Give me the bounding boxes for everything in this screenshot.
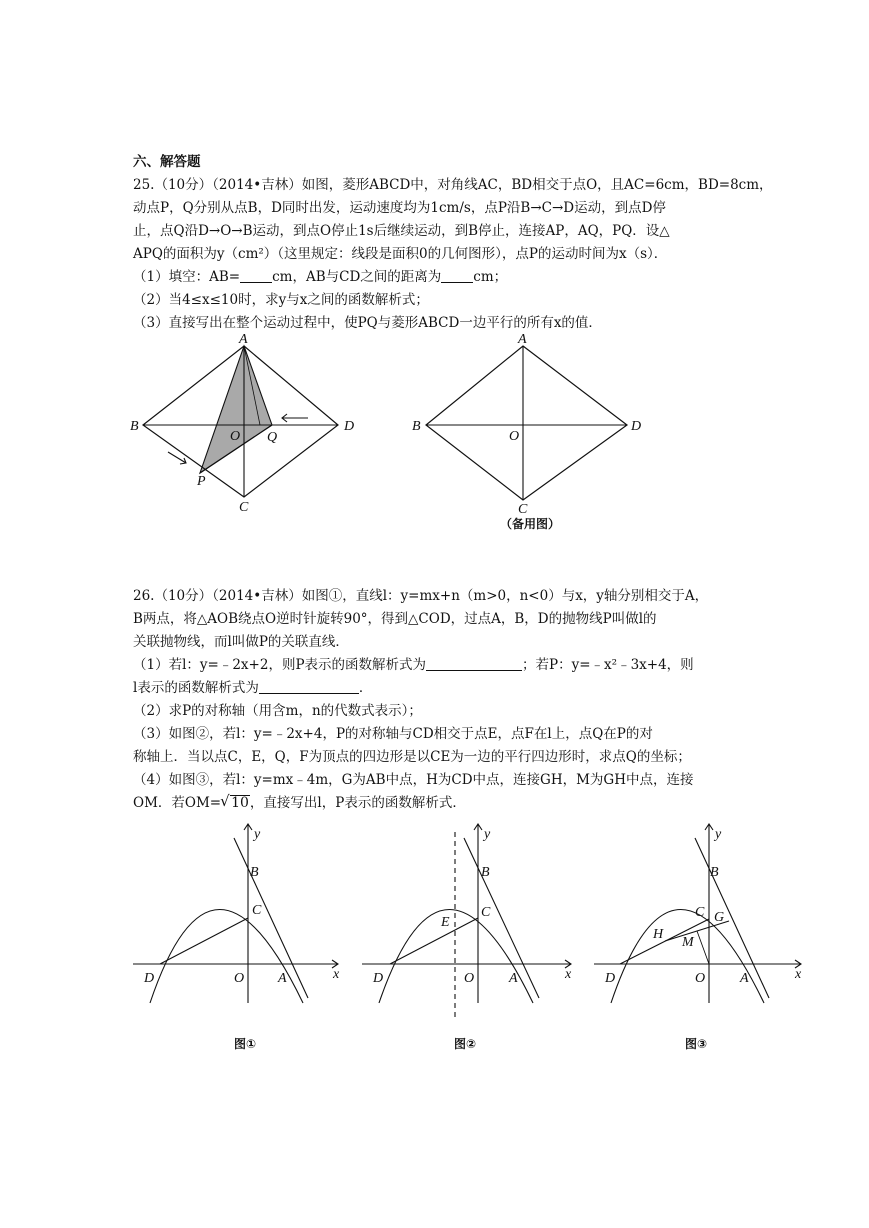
label-y: y — [484, 827, 491, 842]
label-x: x — [795, 967, 802, 982]
sqrt-ten: √ 10 — [230, 795, 250, 810]
segment-om — [697, 931, 709, 964]
label-m: M — [682, 935, 694, 950]
line-l — [695, 838, 769, 998]
label-y: y — [715, 827, 722, 842]
parabola-p — [611, 910, 764, 1004]
label-d: D — [144, 971, 155, 986]
q26-item-1-part-a: （1）若l：y=﹣2x+2，则P表示的函数解析式为 — [133, 657, 427, 673]
q26-item-4-line-2 — [133, 794, 466, 812]
label-b: B — [710, 865, 719, 880]
segment-dc — [390, 918, 478, 964]
graph-figure-3 — [589, 818, 811, 1058]
figure-caption: 图③ — [685, 1037, 708, 1051]
segment-dc — [620, 919, 709, 964]
q26-item-3-line-1: （3）如图②，若l：y=﹣2x+4，P的对称轴与CD相交于点E，点F在l上，点Q在P的对 — [133, 726, 653, 742]
label-d: D — [344, 419, 355, 434]
q25-line-2: 动点P，Q分别从点B，D同时出发，运动速度均为1cm/s，点P沿B→C→D运动，到点D停 — [133, 200, 666, 216]
section-title: 六、解答题 — [133, 154, 201, 170]
label-b: B — [412, 419, 421, 434]
line-l — [464, 838, 539, 998]
label-q: Q — [267, 430, 278, 445]
label-y: y — [254, 827, 261, 842]
q25-line-1: 25.（10分）（2014•吉林）如图，菱形ABCD中，对角线AC，BD相交于点O，且AC=6cm，BD=8cm， — [133, 177, 773, 193]
label-a: A — [518, 332, 527, 347]
label-c: C — [695, 905, 705, 920]
label-c: C — [518, 502, 528, 517]
rhombus-figure-backup — [405, 330, 665, 540]
parabola-p — [150, 910, 303, 1004]
q25-item-1 — [133, 268, 507, 286]
q25-line-4: APQ的面积为y（cm²）（这里规定：线段是面积0的几何图形），点P的运动时间为x（s）． — [133, 246, 668, 262]
label-g: G — [714, 910, 725, 925]
q26-item-3-line-2: 称轴上．当以点C，E，Q，F为顶点的四边形是以CE为一边的平行四边形时，求点Q的坐标； — [133, 749, 691, 765]
label-h: H — [653, 927, 664, 942]
q26-item-1-part-b: ；若P：y=﹣x²﹣3x+4，则 — [522, 657, 694, 673]
graph-figure-2 — [357, 818, 579, 1058]
label-p: P — [197, 474, 206, 489]
label-o: O — [464, 971, 475, 986]
answer-blank[interactable] — [240, 269, 272, 283]
label-c: C — [252, 903, 262, 918]
label-b: B — [130, 419, 139, 434]
q25-item-2: （2）当4≤x≤10时，求y与x之间的函数解析式； — [133, 292, 429, 308]
label-d: D — [631, 419, 642, 434]
label-a: A — [740, 971, 749, 986]
q26-line-2: B两点，将△AOB绕点O逆时针旋转90°，得到△COD，过点A，B，D的抛物线P叫做l的 — [133, 611, 657, 627]
figure-caption: （备用图） — [500, 517, 561, 531]
label-o: O — [234, 971, 245, 986]
graph-figure-1 — [128, 818, 348, 1058]
q26-item-2: （2）求P的对称轴（用含m，n的代数式表示）； — [133, 703, 422, 719]
parabola-p — [379, 910, 533, 1004]
label-x: x — [565, 967, 572, 982]
label-e: E — [441, 915, 450, 930]
label-b: B — [481, 865, 490, 880]
q25-item-1-part-b: cm，AB与CD之间的距离为 — [272, 269, 442, 285]
label-a: A — [278, 971, 287, 986]
q26-line-3: 关联抛物线，而l叫做P的关联直线． — [133, 634, 349, 650]
q25-item-1-part-c: cm； — [473, 269, 508, 285]
label-c: C — [239, 500, 249, 515]
q25-line-3: 止，点Q沿D→O→B运动，到点O停止1s后继续运动，到B停止，连接AP，AQ，PQ．设△ — [133, 223, 670, 239]
label-d: D — [605, 971, 616, 986]
q26-item-1-part-d: ． — [358, 680, 373, 696]
rhombus-figure-1 — [120, 330, 380, 530]
q26-item-1-cont — [133, 679, 372, 697]
q25-item-1-part-a: （1）填空：AB= — [133, 269, 241, 285]
answer-blank[interactable] — [441, 269, 473, 283]
q26-item-4-line-1: （4）如图③，若l：y=mx﹣4m，G为AB中点，H为CD中点，连接GH，M为GH中点，连接 — [133, 772, 694, 788]
figure-caption: 图① — [234, 1037, 257, 1051]
q26-item-1-part-c: l表示的函数解析式为 — [133, 680, 259, 696]
label-x: x — [333, 967, 340, 982]
segment-dc — [160, 918, 248, 964]
label-a: A — [239, 332, 248, 347]
label-o: O — [695, 971, 706, 986]
q26-item-1 — [133, 656, 694, 674]
rhombus-abcd — [426, 346, 627, 500]
label-a: A — [509, 971, 518, 986]
label-b: B — [250, 865, 259, 880]
q26-item-4-part-b: ，直接写出l，P表示的函数解析式． — [249, 795, 466, 811]
q25-item-3: （3）直接写出在整个运动过程中，使PQ与菱形ABCD一边平行的所有x的值． — [133, 315, 602, 331]
line-l — [234, 838, 308, 998]
answer-blank[interactable] — [426, 657, 522, 671]
shaded-triangle-apq — [200, 346, 272, 473]
figure-caption: 图② — [454, 1037, 477, 1051]
label-c: C — [481, 905, 491, 920]
label-o: O — [509, 429, 520, 444]
answer-blank[interactable] — [259, 680, 359, 694]
q26-item-4-part-a: OM．若OM= — [133, 795, 222, 811]
label-o: O — [230, 429, 241, 444]
q26-line-1: 26.（10分）（2014•吉林）如图①，直线l：y=mx+n（m>0，n<0）与x，y轴分别相交于A， — [133, 588, 709, 604]
label-d: D — [373, 971, 384, 986]
